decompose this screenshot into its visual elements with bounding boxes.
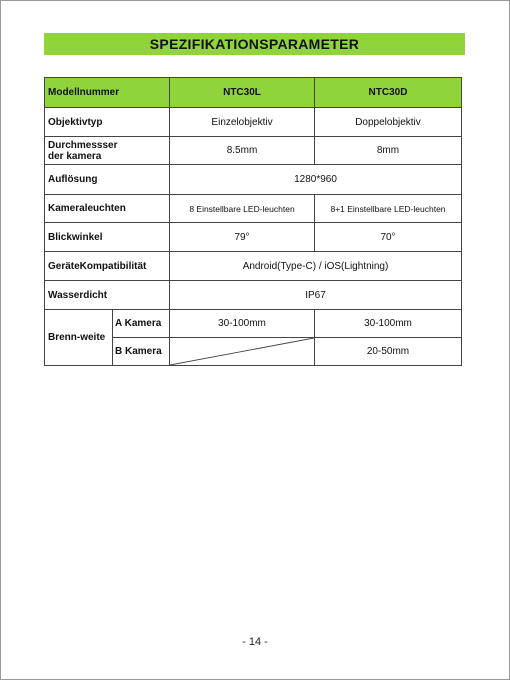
cell-value: 70° [315, 223, 462, 252]
cell-value: 79° [170, 223, 315, 252]
cell-value: 8mm [315, 137, 462, 165]
table-row-brennweite-a [45, 310, 462, 338]
row-label: Brenn-weite [45, 310, 113, 366]
table-row-kompatibilitaet [45, 252, 462, 281]
header-model-ntc30l: NTC30L [170, 78, 315, 108]
row-label: Kameraleuchten [45, 195, 170, 223]
empty-cell-diagonal [170, 338, 315, 366]
page-number: - 14 - [242, 636, 268, 648]
sub-label-b-kamera: B Kamera [113, 338, 170, 366]
row-label: Blickwinkel [45, 223, 170, 252]
row-label: Objektivtyp [45, 108, 170, 137]
cell-value: Doppelobjektiv [315, 108, 462, 137]
row-label: Auflösung [45, 165, 170, 195]
cell-value: 8.5mm [170, 137, 315, 165]
diagonal-line [170, 338, 314, 365]
cell-value: 8 Einstellbare LED-leuchten [170, 195, 315, 223]
cell-value: 8+1 Einstellbare LED-leuchten [315, 195, 462, 223]
table-header-row [45, 78, 462, 108]
cell-value: 30-100mm [315, 310, 462, 338]
spec-table [44, 77, 462, 366]
cell-value: Android(Type-C) / iOS(Lightning) [170, 252, 462, 281]
cell-value: 30-100mm [170, 310, 315, 338]
table-row-durchmesser [45, 137, 462, 165]
header-label: Modellnummer [45, 78, 170, 108]
table-row-blickwinkel [45, 223, 462, 252]
cell-value: 20-50mm [315, 338, 462, 366]
table-row-objektivtyp [45, 108, 462, 137]
row-label-line: der kamera [48, 150, 102, 162]
table-row-aufloesung [45, 165, 462, 195]
page-title: SPEZIFIKATIONSPARAMETER [44, 33, 465, 55]
row-label-line: Durchmessser [48, 139, 118, 151]
sub-label-a-kamera: A Kamera [113, 310, 170, 338]
table-row-kameraleuchten [45, 195, 462, 223]
table-row-wasserdicht [45, 281, 462, 310]
row-label: Wasserdicht [45, 281, 170, 310]
row-label [45, 137, 170, 165]
cell-value: 1280*960 [170, 165, 462, 195]
header-model-ntc30d: NTC30D [315, 78, 462, 108]
row-label: GeräteKompatibilität [45, 252, 170, 281]
cell-value: Einzelobjektiv [170, 108, 315, 137]
cell-value: IP67 [170, 281, 462, 310]
